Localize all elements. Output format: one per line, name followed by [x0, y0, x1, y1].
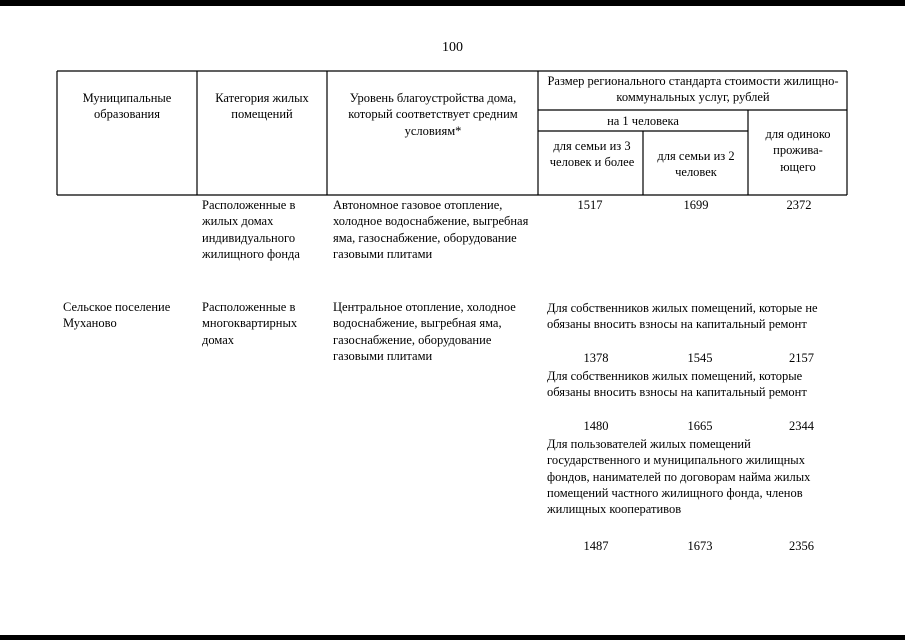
group1-value-family-2: 1545: [687, 351, 713, 365]
group2-value-family-2: 1665: [687, 419, 713, 433]
row2-improvement: Центральное отопление, холодное водоснабжение, выгребная яма, газоснабжение, оборудование газовыми плитами: [333, 300, 516, 363]
page-number: 100: [442, 40, 463, 55]
group2-value-family-3: 1480: [583, 419, 609, 433]
group1-note: Для собственников жилых помещений, которые не обязаны вносить взносы на капитальный ремонт: [547, 301, 818, 332]
group3-value-family-3: 1487: [583, 539, 609, 553]
group3-value-single: 2356: [789, 539, 814, 553]
group1-value-single: 2157: [789, 351, 814, 365]
group3-note: Для пользователей жилых помещений государственного и муниципального жилищных фондов, нанимателей по договорам найма жилых помещений частного жилищного фонда, членов жилищных кооперативов: [547, 437, 811, 516]
header-municipality: Муниципальные образования: [82, 91, 172, 122]
row1-value-single: 2372: [786, 198, 812, 212]
group2-value-single: 2344: [789, 419, 814, 433]
row1-value-family-3: 1517: [577, 198, 603, 212]
header-standard-size: Размер регионального стандарта стоимости жилищно-коммунальных услуг, рублей: [547, 74, 839, 105]
group2-note: Для собственников жилых помещений, которые обязаны вносить взносы на капитальный ремонт: [547, 369, 807, 400]
header-family-3: для семьи из 3 человек и более: [549, 139, 635, 170]
group1-value-family-3: 1378: [583, 351, 609, 365]
header-per-person: на 1 человека: [607, 114, 679, 128]
row2-municipality: Сельское поселение Муханово: [63, 300, 171, 331]
group3-value-family-2: 1673: [687, 539, 713, 553]
header-category: Категория жилых помещений: [215, 91, 309, 122]
header-improvement: Уровень благоустройства дома, который соответствует средним условиям*: [348, 91, 518, 138]
row1-improvement: Автономное газовое отопление, холодное водоснабжение, выгребная яма, газоснабжение, оборудование газовыми плитами: [333, 198, 529, 261]
row1-category: Расположенные в жилых домах индивидуального жилищного фонда: [202, 198, 300, 261]
header-family-2: для семьи из 2 человек: [657, 149, 735, 180]
header-single: для одиноко прожива-ющего: [765, 127, 831, 174]
row2-category: Расположенные в многоквартирных домах: [202, 300, 298, 347]
row1-value-family-2: 1699: [683, 198, 709, 212]
